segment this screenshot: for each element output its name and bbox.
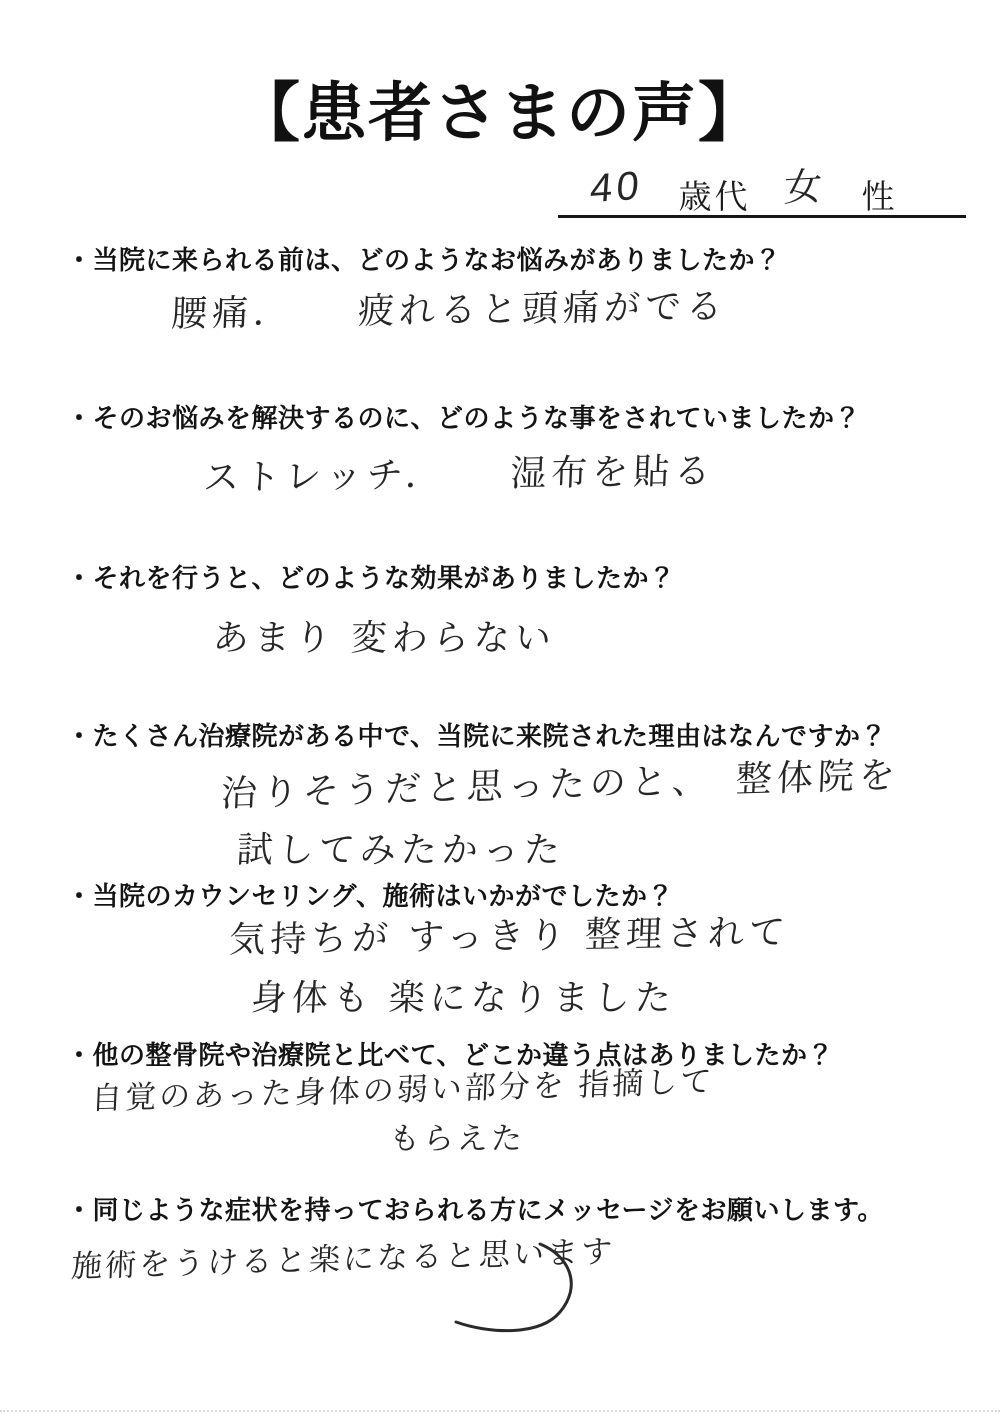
answer-4-handwriting-line2: 試してみたかった <box>235 829 566 870</box>
age-handwritten: 40 <box>588 163 645 212</box>
answer-1-handwriting: 腰痛． 疲れると頭痛がでる <box>170 285 728 335</box>
answer-6-handwriting-line2: もらえた <box>388 1121 526 1156</box>
answer-5-handwriting-line2: 身体も 楽になりました <box>249 977 677 1018</box>
age-suffix-label: 歳代 <box>678 178 751 215</box>
answer-7-handwriting: 施術をうけると楽になると思います <box>70 1233 616 1285</box>
patient-profile-line <box>558 163 966 218</box>
answer-3-handwriting: あまり 変わらない <box>211 617 557 658</box>
gender-handwritten: 女 <box>782 166 828 211</box>
page-title: 【患者さまの声】 <box>236 77 764 149</box>
question-2: ・そのお悩みを解決するのに、どのような事をされていましたか？ <box>66 403 862 433</box>
answer-4-handwriting-line1: 治りそうだと思ったのと、 整体院を <box>220 754 901 815</box>
question-5: ・当院のカウンセリング、施術はいかがでしたか？ <box>66 881 674 911</box>
question-4: ・たくさん治療院がある中で、当院に来院された理由はなんですか？ <box>66 721 887 751</box>
question-6: ・他の整骨院や治療院と比べて、どこか違う点はありましたか？ <box>66 1040 834 1070</box>
answer-5-handwriting-line1: 気持ちが すっきり 整理されて <box>228 911 791 961</box>
gender-suffix-label: 性 <box>861 178 898 215</box>
answer-6-handwriting-line1: 自覚のあった身体の弱い部分を 指摘して <box>90 1063 716 1117</box>
question-1: ・当院に来られる前は、どのようなお悩みがありましたか？ <box>66 245 782 275</box>
answer-2-handwriting: ストレッチ． 湿布を貼る <box>202 449 717 499</box>
question-7: ・同じような症状を持っておられる方にメッセージをお願いします。 <box>66 1195 884 1225</box>
question-3: ・それを行うと、どのような効果がありましたか？ <box>66 563 676 593</box>
